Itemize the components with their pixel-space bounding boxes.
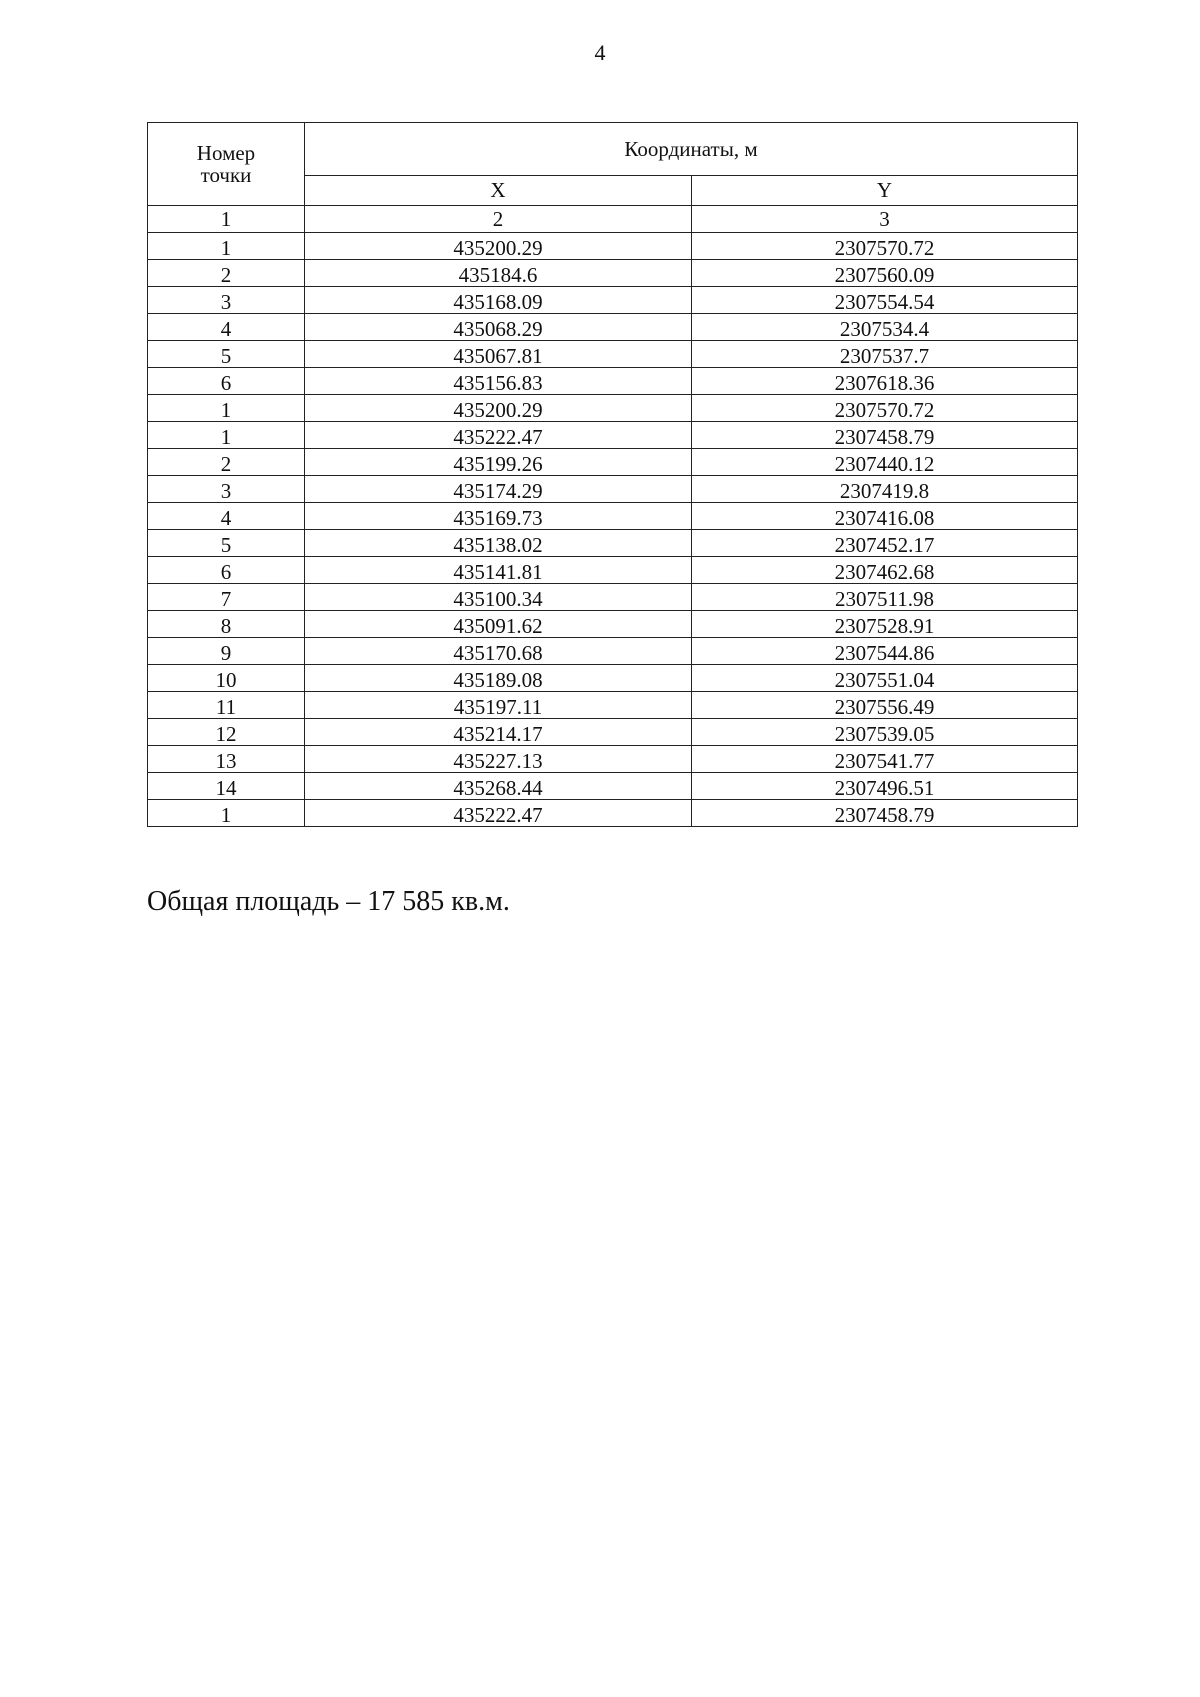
point-number-cell: 1 [148,422,305,449]
y-coordinate-cell: 2307556.49 [692,692,1078,719]
point-number-cell: 11 [148,692,305,719]
table-row [148,287,1078,314]
point-number-cell: 5 [148,341,305,368]
table-row [148,449,1078,476]
table-row [148,773,1078,800]
x-coordinate-cell: 435227.13 [305,746,692,773]
y-coordinate-cell: 2307458.79 [692,422,1078,449]
column-index-3: 3 [692,206,1078,233]
x-coordinate-cell: 435200.29 [305,233,692,260]
table-row [148,341,1078,368]
table-row [148,746,1078,773]
table-row [148,503,1078,530]
x-coordinate-cell: 435067.81 [305,341,692,368]
header-coordinates: Координаты, м [305,123,1078,176]
x-coordinate-cell: 435156.83 [305,368,692,395]
header-point-number [148,123,305,206]
point-number-cell: 6 [148,557,305,584]
y-coordinate-cell: 2307462.68 [692,557,1078,584]
table-row [148,233,1078,260]
y-coordinate-cell: 2307551.04 [692,665,1078,692]
point-number-cell: 10 [148,665,305,692]
coordinates-table [147,122,1078,827]
x-coordinate-cell: 435214.17 [305,719,692,746]
x-coordinate-cell: 435068.29 [305,314,692,341]
table-row [148,368,1078,395]
x-coordinate-cell: 435141.81 [305,557,692,584]
point-number-cell: 9 [148,638,305,665]
x-coordinate-cell: 435189.08 [305,665,692,692]
x-coordinate-cell: 435138.02 [305,530,692,557]
point-number-cell: 3 [148,287,305,314]
point-number-cell: 6 [148,368,305,395]
table-row [148,638,1078,665]
total-area-text: Общая площадь – 17 585 кв.м. [147,886,510,917]
x-coordinate-cell: 435100.34 [305,584,692,611]
y-coordinate-cell: 2307570.72 [692,395,1078,422]
x-coordinate-cell: 435222.47 [305,422,692,449]
x-coordinate-cell: 435169.73 [305,503,692,530]
point-number-cell: 1 [148,233,305,260]
x-coordinate-cell: 435184.6 [305,260,692,287]
x-coordinate-cell: 435199.26 [305,449,692,476]
y-coordinate-cell: 2307539.05 [692,719,1078,746]
point-number-cell: 5 [148,530,305,557]
point-number-cell: 7 [148,584,305,611]
point-number-cell: 8 [148,611,305,638]
y-coordinate-cell: 2307534.4 [692,314,1078,341]
point-number-cell: 4 [148,314,305,341]
x-coordinate-cell: 435197.11 [305,692,692,719]
point-number-cell: 1 [148,395,305,422]
y-coordinate-cell: 2307554.54 [692,287,1078,314]
table-row [148,665,1078,692]
table-row [148,395,1078,422]
table-row [148,692,1078,719]
table-row [148,611,1078,638]
point-number-cell: 2 [148,260,305,287]
table-row [148,719,1078,746]
y-coordinate-cell: 2307496.51 [692,773,1078,800]
y-coordinate-cell: 2307537.7 [692,341,1078,368]
table-row [148,476,1078,503]
table-row [148,422,1078,449]
point-number-cell: 1 [148,800,305,827]
point-number-cell: 12 [148,719,305,746]
point-number-cell: 14 [148,773,305,800]
y-coordinate-cell: 2307511.98 [692,584,1078,611]
y-coordinate-cell: 2307458.79 [692,800,1078,827]
x-coordinate-cell: 435200.29 [305,395,692,422]
header-y: Y [692,175,1078,205]
y-coordinate-cell: 2307544.86 [692,638,1078,665]
page-number: 4 [594,40,606,65]
y-coordinate-cell: 2307416.08 [692,503,1078,530]
y-coordinate-cell: 2307419.8 [692,476,1078,503]
point-number-cell: 4 [148,503,305,530]
x-coordinate-cell: 435268.44 [305,773,692,800]
table-row [148,260,1078,287]
table-row [148,557,1078,584]
y-coordinate-cell: 2307452.17 [692,530,1078,557]
header-point-line1: Номер [196,141,256,165]
x-coordinate-cell: 435168.09 [305,287,692,314]
x-coordinate-cell: 435174.29 [305,476,692,503]
table-row [148,584,1078,611]
point-number-cell: 3 [148,476,305,503]
point-number-cell: 2 [148,449,305,476]
table-body [148,233,1078,827]
y-coordinate-cell: 2307528.91 [692,611,1078,638]
x-coordinate-cell: 435091.62 [305,611,692,638]
header-x: X [305,175,692,205]
table-row [148,314,1078,341]
column-index-1: 1 [148,206,305,233]
y-coordinate-cell: 2307560.09 [692,260,1078,287]
column-index-row [148,206,1078,233]
y-coordinate-cell: 2307541.77 [692,746,1078,773]
y-coordinate-cell: 2307618.36 [692,368,1078,395]
y-coordinate-cell: 2307570.72 [692,233,1078,260]
table-row [148,800,1078,827]
table-row [148,530,1078,557]
y-coordinate-cell: 2307440.12 [692,449,1078,476]
column-index-2: 2 [305,206,692,233]
point-number-cell: 13 [148,746,305,773]
x-coordinate-cell: 435170.68 [305,638,692,665]
x-coordinate-cell: 435222.47 [305,800,692,827]
header-point-line2: точки [200,163,252,187]
